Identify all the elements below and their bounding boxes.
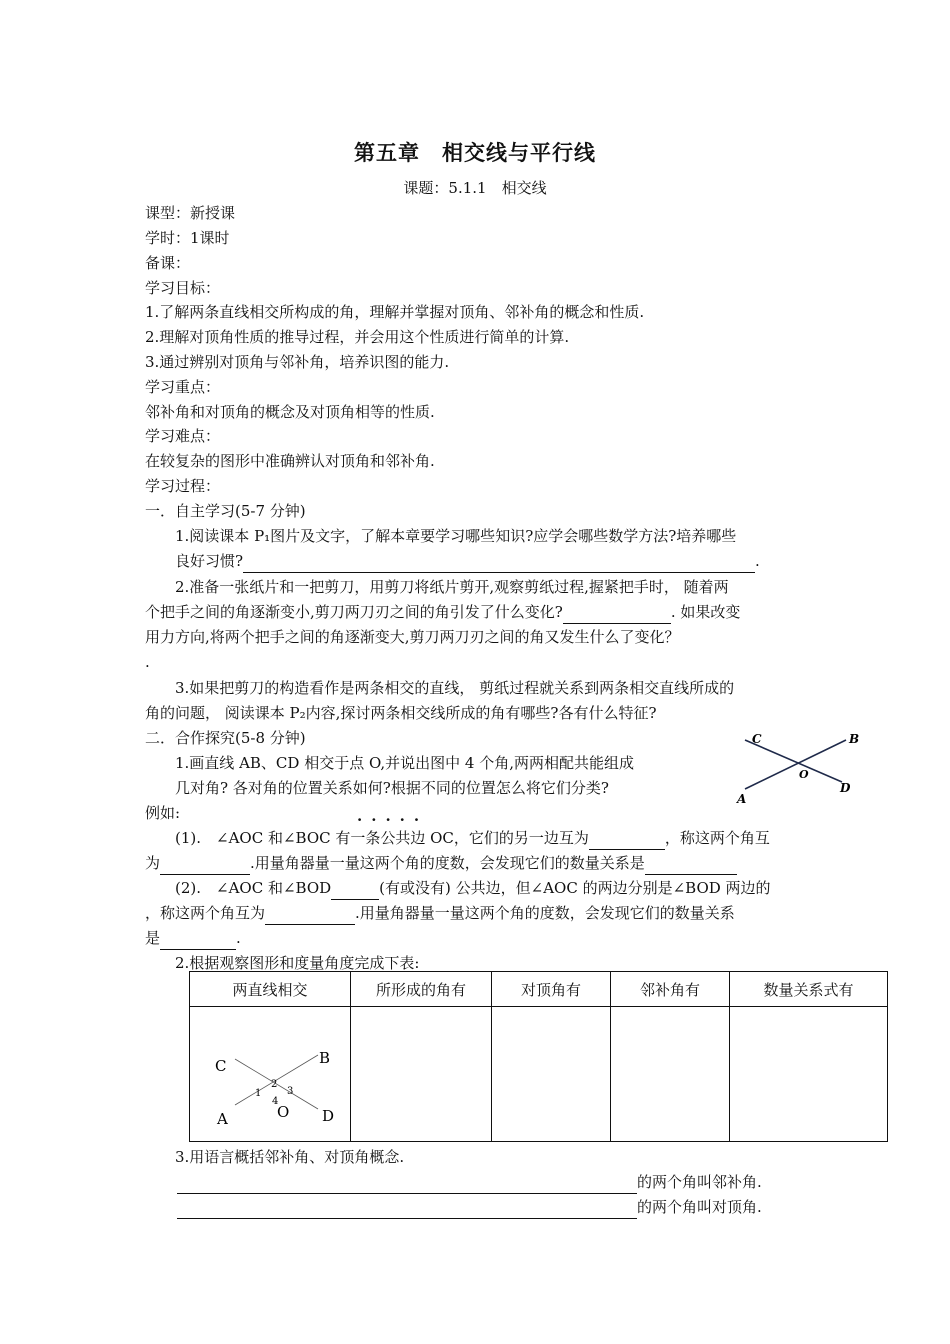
angle-table xyxy=(189,971,888,1142)
table-cell[interactable] xyxy=(492,1007,611,1142)
example2-line2 xyxy=(145,901,735,925)
process-heading: 学习过程： xyxy=(145,477,221,495)
table-cell[interactable] xyxy=(351,1007,492,1142)
label-a: A xyxy=(737,792,747,806)
answer-blank[interactable] xyxy=(177,1202,637,1219)
ex2-text3: ，称这两个角互为 xyxy=(145,904,266,922)
objective-item: 3.通过辨别对顶角与邻补角，培养识图的能力. xyxy=(145,353,450,371)
table-header-row xyxy=(190,972,888,1007)
s1-q2-text2: . 如果改变 xyxy=(670,603,741,621)
answer-blank[interactable] xyxy=(177,1177,637,1194)
answer-blank[interactable] xyxy=(160,858,250,875)
angle-number: 4 xyxy=(272,1096,279,1107)
answer-blank[interactable] xyxy=(265,908,355,925)
ex2-text4: .用量角器量一量这两个角的度数，会发现它们的数量关系 xyxy=(355,904,735,922)
table-cell[interactable] xyxy=(730,1007,888,1142)
ex1-text3: 为 xyxy=(145,854,161,872)
difficulties-text: 在较复杂的图形中准确辨认对顶角和邻补角. xyxy=(145,452,435,470)
table-cell[interactable] xyxy=(611,1007,730,1142)
table-label-d: D xyxy=(322,1107,335,1125)
vertical-definition-text: 的两个角叫对顶角. xyxy=(637,1198,762,1216)
answer-blank[interactable] xyxy=(645,858,737,875)
s1-q2-line2 xyxy=(145,600,740,624)
table-label-c: C xyxy=(215,1057,227,1075)
course-type: 课型：新授课 xyxy=(145,204,236,222)
example2-line3 xyxy=(145,926,241,950)
ex2-text2: (有或没有) 公共边，但∠AOC 的两边分别是∠BOD 两边的 xyxy=(379,879,771,897)
chapter-title: 第五章 相交线与平行线 xyxy=(354,141,596,165)
label-c: C xyxy=(752,732,762,746)
adjacent-definition-line xyxy=(177,1170,762,1194)
example1-line1 xyxy=(175,826,770,850)
ex2-text: (2). ∠AOC 和∠BOD xyxy=(175,879,332,897)
emphasis-dots: ····· xyxy=(357,811,429,829)
label-d: D xyxy=(840,781,851,795)
lesson-subtitle: 课题：5.1.1 相交线 xyxy=(403,179,547,197)
answer-blank[interactable] xyxy=(563,607,671,624)
s1-q1-end: . xyxy=(755,552,760,570)
s1-q1-line1: 1.阅读课本 P₁图片及文字，了解本章要学习哪些知识?应学会哪些数学方法?培养哪些 xyxy=(175,527,737,545)
table-label-b: B xyxy=(319,1049,331,1067)
difficulties-heading: 学习难点： xyxy=(145,427,221,445)
angle-number: 1 xyxy=(255,1088,262,1099)
class-hours: 学时：1课时 xyxy=(145,229,230,247)
adjacent-definition-text: 的两个角叫邻补角. xyxy=(637,1173,762,1191)
section1-heading: 一．自主学习(5-7 分钟) xyxy=(145,502,306,520)
s2-q3-text: 3.用语言概括邻补角、对顶角概念. xyxy=(175,1148,405,1166)
answer-blank[interactable] xyxy=(589,833,665,850)
answer-blank[interactable] xyxy=(160,933,236,950)
objectives-heading: 学习目标： xyxy=(145,279,221,297)
s1-q1-line2 xyxy=(175,549,760,573)
table-header: 对顶角有 xyxy=(492,972,611,1007)
example1-line2 xyxy=(145,851,737,875)
label-o: O xyxy=(799,768,809,781)
section2-heading: 二．合作探究(5-8 分钟) xyxy=(145,729,306,747)
s1-q2-text: 个把手之间的角逐渐变小,剪刀两刀刃之间的角引发了什么变化? xyxy=(145,603,563,621)
key-points-heading: 学习重点： xyxy=(145,378,221,396)
table-figure-cell xyxy=(190,1007,351,1142)
objective-item: 1.了解两条直线相交所构成的角，理解并掌握对顶角、邻补角的概念和性质. xyxy=(145,303,645,321)
answer-blank[interactable] xyxy=(331,883,379,900)
table-row xyxy=(190,1007,888,1142)
s1-q2-line4: . xyxy=(145,653,150,671)
table-label-o: O xyxy=(277,1103,290,1121)
angle-number: 3 xyxy=(287,1086,294,1097)
s1-q1-text: 良好习惯? xyxy=(175,552,244,570)
table-intersection-figure xyxy=(195,1007,345,1137)
table-label-a: A xyxy=(217,1110,228,1128)
ex2-text5: 是 xyxy=(145,929,161,947)
vertical-definition-line xyxy=(177,1195,762,1219)
table-header: 数量关系式有 xyxy=(730,972,888,1007)
example2-line1 xyxy=(175,876,771,900)
ex1-text: (1). ∠AOC 和∠BOC 有一条公共边 OC，它们的另一边互为 xyxy=(175,829,589,847)
s1-q3-line2: 角的问题， 阅读课本 P₂内容,探讨两条相交线所成的角有哪些?各有什么特征? xyxy=(145,704,657,722)
table-header: 所形成的角有 xyxy=(351,972,492,1007)
table-header: 两直线相交 xyxy=(190,972,351,1007)
angle-number: 2 xyxy=(271,1079,278,1090)
s2-q1-line1: 1.画直线 AB、CD 相交于点 O,并说出图中 4 个角,两两相配共能组成 xyxy=(175,754,635,772)
s2-q1-line2: 几对角? 各对角的位置关系如何?根据不同的位置怎么将它们分类? xyxy=(175,779,609,797)
preparation: 备课： xyxy=(145,254,191,272)
answer-blank[interactable] xyxy=(243,556,755,573)
s2-q2-text: 2.根据观察图形和度量角度完成下表: xyxy=(175,954,420,972)
ex1-text2: ，称这两个角互 xyxy=(664,829,770,847)
ex2-text6: . xyxy=(236,929,241,947)
label-b: B xyxy=(849,732,860,746)
line-cd xyxy=(745,740,842,782)
s1-q2-line1: 2.准备一张纸片和一把剪刀，用剪刀将纸片剪开,观察剪纸过程,握紧把手时， 随着两 xyxy=(175,578,729,596)
intersecting-lines-figure xyxy=(728,728,868,808)
s1-q3-line1: 3.如果把剪刀的构造看作是两条相交的直线， 剪纸过程就关系到两条相交直线所成的 xyxy=(175,679,735,697)
table-header: 邻补角有 xyxy=(611,972,730,1007)
s1-q2-line3: 用力方向,将两个把手之间的角逐渐变大,剪刀两刀刃之间的角又发生什么了变化？ xyxy=(145,628,680,646)
example-label: 例如: xyxy=(145,804,181,822)
key-points-text: 邻补角和对顶角的概念及对顶角相等的性质. xyxy=(145,403,435,421)
objective-item: 2.理解对顶角性质的推导过程，并会用这个性质进行简单的计算. xyxy=(145,328,570,346)
ex1-text4: .用量角器量一量这两个角的度数，会发现它们的数量关系是 xyxy=(250,854,645,872)
